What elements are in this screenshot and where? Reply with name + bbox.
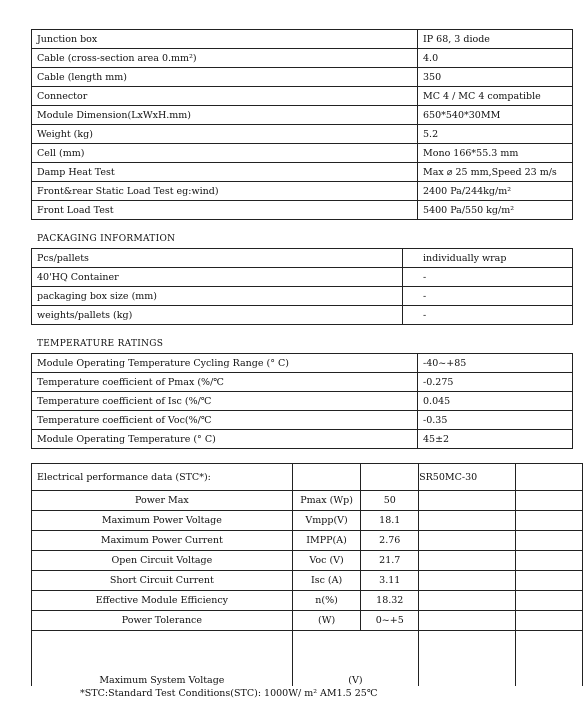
row-value: MC 4 / MC 4 compatible bbox=[418, 87, 573, 106]
empty-cell bbox=[515, 591, 582, 611]
row-value: 4.0 bbox=[418, 49, 573, 68]
table-row bbox=[32, 591, 583, 611]
row-value: 350 bbox=[418, 68, 573, 87]
empty-cell bbox=[515, 571, 582, 591]
table-row bbox=[32, 354, 573, 373]
empty-cell bbox=[419, 571, 516, 591]
row-value: -0.35 bbox=[418, 411, 573, 430]
row-value: 0.045 bbox=[418, 392, 573, 411]
table-row bbox=[32, 551, 583, 571]
model-name: SR50MC-30 bbox=[419, 464, 516, 491]
param-value: 21.7 bbox=[361, 551, 419, 571]
param-value: 18.32 bbox=[361, 591, 419, 611]
table-row bbox=[32, 30, 573, 49]
electrical-table bbox=[31, 463, 583, 686]
row-label: packaging box size (mm) bbox=[32, 287, 403, 306]
packaging-table bbox=[31, 248, 573, 325]
system-voltage-label: Maximum System Voltage bbox=[32, 631, 293, 687]
row-value: IP 68, 3 diode bbox=[418, 30, 573, 49]
row-label: weights/pallets (kg) bbox=[32, 306, 403, 325]
param-label: Open Circuit Voltage bbox=[32, 551, 293, 571]
table-row bbox=[32, 125, 573, 144]
param-label: Short Circuit Current bbox=[32, 571, 293, 591]
row-value: Mono 166*55.3 mm bbox=[418, 144, 573, 163]
param-unit: Voc (V) bbox=[292, 551, 361, 571]
row-label: Temperature coefficient of Pmax (%/℃ bbox=[32, 373, 418, 392]
param-label: Maximum Power Current bbox=[32, 531, 293, 551]
row-value: - bbox=[403, 287, 573, 306]
table-row bbox=[32, 87, 573, 106]
param-label: Maximum Power Voltage bbox=[32, 511, 293, 531]
row-value: 45±2 bbox=[418, 430, 573, 449]
row-label: Temperature coefficient of Voc(%/℃ bbox=[32, 411, 418, 430]
temperature-title: TEMPERATURE RATINGS bbox=[37, 339, 164, 349]
row-label: Module Dimension(LxWxH.mm) bbox=[32, 106, 418, 125]
row-value: Max ⌀ 25 mm,Speed 23 m/s bbox=[418, 163, 573, 182]
table-row bbox=[32, 373, 573, 392]
table-row bbox=[32, 182, 573, 201]
row-value: 5400 Pa/550 kg/m² bbox=[418, 201, 573, 220]
empty-cell bbox=[419, 491, 516, 511]
electrical-header-row bbox=[32, 464, 583, 491]
row-label: Module Operating Temperature (° C) bbox=[32, 430, 418, 449]
row-label: Weight (kg) bbox=[32, 125, 418, 144]
param-label: Power Tolerance bbox=[32, 611, 293, 631]
param-value: 50 bbox=[361, 491, 419, 511]
param-unit: (W) bbox=[292, 611, 361, 631]
row-label: Front&rear Static Load Test eg:wind) bbox=[32, 182, 418, 201]
empty-cell bbox=[419, 611, 516, 631]
footnote: *STC:Standard Test Conditions(STC): 1000W/ m² AM1.5 25℃ bbox=[80, 688, 378, 699]
param-unit: n(%) bbox=[292, 591, 361, 611]
empty-cell bbox=[515, 551, 582, 571]
row-label: Temperature coefficient of Isc (%/℃ bbox=[32, 392, 418, 411]
empty-cell bbox=[419, 531, 516, 551]
empty-cell bbox=[515, 611, 582, 631]
table-row bbox=[32, 268, 573, 287]
empty-cell bbox=[419, 511, 516, 531]
table-row bbox=[32, 611, 583, 631]
table-row bbox=[32, 411, 573, 430]
row-label: 40'HQ Container bbox=[32, 268, 403, 287]
row-label: Damp Heat Test bbox=[32, 163, 418, 182]
row-value: - bbox=[403, 268, 573, 287]
table-row bbox=[32, 491, 583, 511]
row-label: Module Operating Temperature Cycling Range (° C) bbox=[32, 354, 418, 373]
table-row bbox=[32, 531, 583, 551]
empty-cell bbox=[515, 491, 582, 511]
table-row bbox=[32, 163, 573, 182]
table-row bbox=[32, 306, 573, 325]
row-label: Cell (mm) bbox=[32, 144, 418, 163]
param-value: 2.76 bbox=[361, 531, 419, 551]
param-value: 18.1 bbox=[361, 511, 419, 531]
row-label: Junction box bbox=[32, 30, 418, 49]
row-value: - bbox=[403, 306, 573, 325]
param-unit: IMPP(A) bbox=[292, 531, 361, 551]
table-row bbox=[32, 144, 573, 163]
table-row bbox=[32, 249, 573, 268]
row-label: Front Load Test bbox=[32, 201, 418, 220]
param-value: 3.11 bbox=[361, 571, 419, 591]
row-label: Pcs/pallets bbox=[32, 249, 403, 268]
row-value: -40~+85 bbox=[418, 354, 573, 373]
table-row bbox=[32, 430, 573, 449]
row-value: 650*540*30MM bbox=[418, 106, 573, 125]
table-row bbox=[32, 106, 573, 125]
empty-cell bbox=[515, 511, 582, 531]
empty-cell bbox=[515, 531, 582, 551]
param-unit: Isc (A) bbox=[292, 571, 361, 591]
table-row bbox=[32, 49, 573, 68]
row-value: 2400 Pa/244kg/m² bbox=[418, 182, 573, 201]
row-label: Cable (cross-section area 0.mm²) bbox=[32, 49, 418, 68]
table-row bbox=[32, 571, 583, 591]
param-value: 0~+5 bbox=[361, 611, 419, 631]
packaging-title: PACKAGING INFORMATION bbox=[37, 234, 176, 244]
table-row bbox=[32, 68, 573, 87]
table-row bbox=[32, 392, 573, 411]
system-voltage-unit: (V) bbox=[292, 631, 418, 687]
junction-table bbox=[31, 29, 573, 220]
param-unit: Pmax (Wp) bbox=[292, 491, 361, 511]
table-row bbox=[32, 511, 583, 531]
param-unit: Vmpp(V) bbox=[292, 511, 361, 531]
electrical-header: Electrical performance data (STC*): bbox=[32, 464, 293, 491]
row-value: -0.275 bbox=[418, 373, 573, 392]
empty-cell bbox=[515, 631, 582, 687]
row-value: individually wrap bbox=[403, 249, 573, 268]
row-value: 5.2 bbox=[418, 125, 573, 144]
empty-cell bbox=[419, 631, 516, 687]
table-row bbox=[32, 287, 573, 306]
empty-cell bbox=[419, 591, 516, 611]
table-row bbox=[32, 631, 583, 687]
row-label: Cable (length mm) bbox=[32, 68, 418, 87]
row-label: Connector bbox=[32, 87, 418, 106]
param-label: Effective Module Efficiency bbox=[32, 591, 293, 611]
param-label: Power Max bbox=[32, 491, 293, 511]
empty-cell bbox=[419, 551, 516, 571]
temperature-table bbox=[31, 353, 573, 449]
table-row bbox=[32, 201, 573, 220]
